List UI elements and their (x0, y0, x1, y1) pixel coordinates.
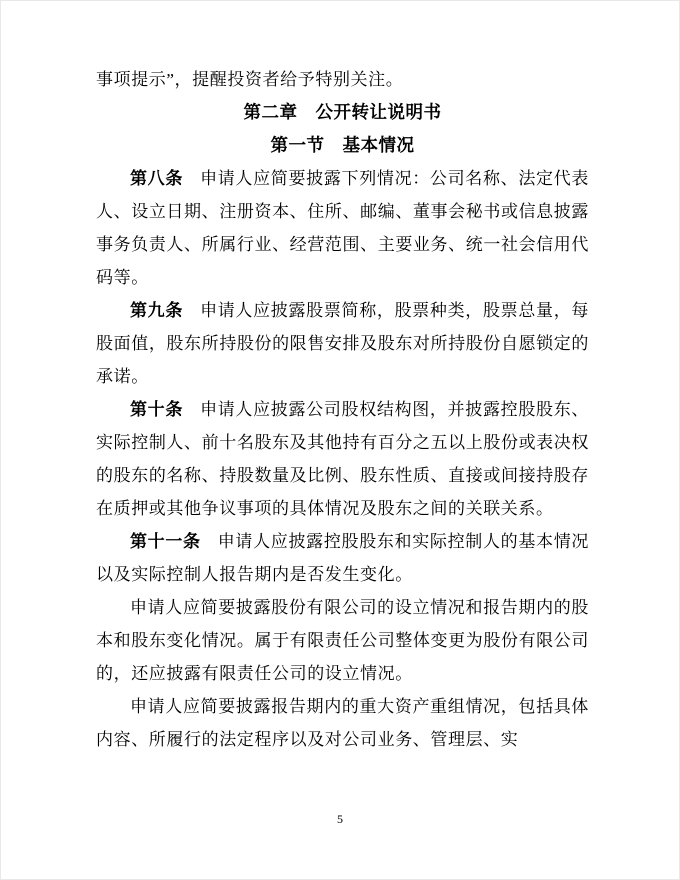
section-heading: 第一节 基本情况 (270, 135, 415, 155)
intro-text: 事项提示”，提醒投资者给予特别关注。 (96, 70, 404, 89)
page-number: 5 (337, 812, 343, 826)
article-paragraph-8 (96, 162, 589, 294)
article-text: 申请人应简要披露股份有限公司的设立情况和报告期内的股本和股东变化情况。属于有限责任公司整体变更为股份有限公司的，还应披露有限责任公司的设立情况。 (96, 598, 589, 683)
body-paragraph (96, 690, 589, 756)
body-paragraph (96, 591, 589, 690)
article-paragraph-11 (96, 525, 589, 591)
article-text: 申请人应披露股票简称，股票种类，股票总量，每股面值，股东所持股份的限售安排及股东对所持股份自愿锁定的承诺。 (96, 301, 589, 386)
article-number: 第八条 (130, 169, 184, 188)
article-number: 第十一条 (130, 532, 201, 551)
article-text: 申请人应披露控股股东和实际控制人的基本情况以及实际控制人报告期内是否发生变化。 (96, 532, 589, 584)
document-page (96, 63, 589, 756)
article-paragraph-9 (96, 294, 589, 393)
article-number: 第九条 (130, 301, 184, 320)
article-text: 申请人应简要披露下列情况：公司名称、法定代表人、设立日期、注册资本、住所、邮编、董事会秘书或信息披露事务负责人、所属行业、经营范围、主要业务、统一社会信用代码等。 (96, 169, 589, 287)
article-text: 申请人应披露公司股权结构图，并披露控股股东、实际控制人、前十名股东及其他持有百分之五以上股份或表决权的股东的名称、持股数量及比例、股东性质、直接或间接持股存在质押或其他争议事项的具体情况及股东之间的关联关系。 (96, 400, 589, 518)
article-text: 申请人应简要披露报告期内的重大资产重组情况，包括具体内容、所履行的法定程序以及对公司业务、管理层、实 (96, 697, 589, 749)
article-number: 第十条 (130, 400, 184, 419)
chapter-heading: 第二章 公开转让说明书 (243, 102, 442, 122)
article-paragraph-10 (96, 393, 589, 525)
intro-continuation-line (96, 63, 589, 96)
